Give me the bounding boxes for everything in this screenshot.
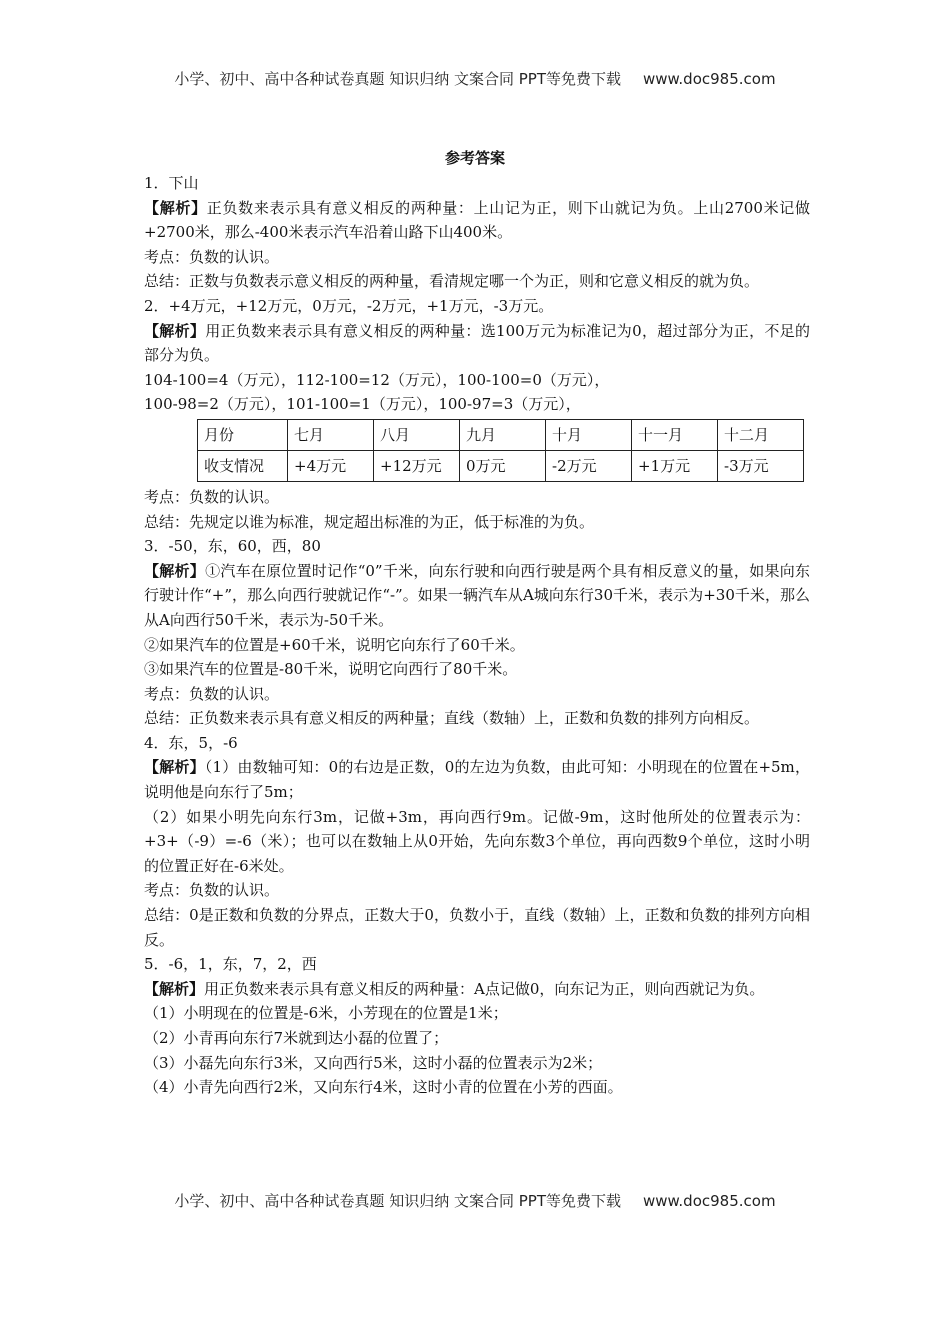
q3-line-3: ③如果汽车的位置是-80千米，说明它向西行了80千米。 <box>144 660 518 679</box>
page-title: 参考答案 <box>444 149 505 167</box>
q5-answer: 5．-6，1，东，7，2，西 <box>144 955 317 974</box>
header-site-link[interactable]: www.doc985.com <box>642 70 776 88</box>
header-text: 小学、初中、高中各种试卷真题 知识归纳 文案合同 PPT等免费下载 <box>174 70 621 88</box>
q4-summary: 总结：0是正数和负数的分界点，正数大于0，负数小于，直线（数轴）上，正数和负数的排列方向相反。 <box>144 906 810 949</box>
page-header <box>0 68 950 89</box>
q5-part-1: （1）小明现在的位置是-6米，小芳现在的位置是1米； <box>144 1004 508 1023</box>
income-table <box>197 419 804 482</box>
q5-part-4: （4）小青先向西行2米，又向东行4米，这时小青的位置在小芳的西面。 <box>144 1078 623 1097</box>
analysis-label: 【解析】 <box>144 198 207 217</box>
q5-part-3: （3）小磊先向东行3米，又向西行5米，这时小磊的位置表示为2米； <box>144 1053 603 1072</box>
q1-point: 考点：负数的认识。 <box>144 247 280 266</box>
page-footer <box>0 1190 950 1211</box>
q4-analysis: 【解析】（1）由数轴可知：0的右边是正数，0的左边为负数，由此可知：小明现在的位置在+5m，说明他是向东行了5m； <box>144 758 810 802</box>
q5-analysis: 【解析】用正负数来表示具有意义相反的两种量：A点记做0，向东记为正，则向西就记为负。 <box>144 979 765 998</box>
analysis-label: 【解析】 <box>144 979 205 998</box>
q2-calc-1: 104-100=4（万元），112-100=12（万元），100-100=0（万元）， <box>144 370 610 389</box>
table-row <box>198 450 804 481</box>
q2-analysis: 【解析】用正负数来表示具有意义相反的两种量：选100万元为标准记为0，超过部分为正，不足的部分为负。 <box>144 321 810 365</box>
q3-analysis: 【解析】①汽车在原位置时记作“0”千米，向东行驶和向西行驶是两个具有相反意义的量，如果向东行驶计作“+”，那么向西行驶就记作“-”。如果一辆汽车从A城向东行30千米，表示为+30千米，那么从A向西行50千米，表示为-50千米。 <box>144 561 810 629</box>
answer-body <box>144 171 810 1100</box>
q2-answer: 2．+4万元，+12万元，0万元，-2万元，+1万元，-3万元。 <box>144 296 554 315</box>
table-cell: 月份 <box>198 419 288 450</box>
q4-part-2: （2）如果小明先向东行3m，记做+3m，再向西行9m。记做-9m，这时他所处的位置表示为：+3+（-9）=-6（米）；也可以在数轴上从0开始，先向东数3个单位，再向西数9个单位，这时小明的位置正好在-6米处。 <box>144 807 810 875</box>
table-cell: 0万元 <box>460 450 546 481</box>
q2-point: 考点：负数的认识。 <box>144 487 280 506</box>
q5-part-2: （2）小青再向东行7米就到达小磊的位置了； <box>144 1029 449 1047</box>
analysis-label: 【解析】 <box>144 561 206 580</box>
q3-summary: 总结：正负数来表示具有意义相反的两种量；直线（数轴）上，正数和负数的排列方向相反。 <box>144 709 760 728</box>
footer-site-link[interactable]: www.doc985.com <box>642 1192 776 1210</box>
table-header-row <box>198 419 804 450</box>
q2-summary: 总结：先规定以谁为标准，规定超出标准的为正，低于标准的为负。 <box>144 512 595 531</box>
footer-text: 小学、初中、高中各种试卷真题 知识归纳 文案合同 PPT等免费下载 <box>174 1192 621 1210</box>
table-cell: -2万元 <box>546 450 632 481</box>
table-cell: 九月 <box>460 419 546 450</box>
table-cell: 七月 <box>288 419 374 450</box>
q3-line-2: ②如果汽车的位置是+60千米，说明它向东行了60千米。 <box>144 635 525 654</box>
table-cell: +1万元 <box>632 450 718 481</box>
table-cell: +12万元 <box>374 450 460 481</box>
table-cell: 收支情况 <box>198 450 288 481</box>
table-cell: +4万元 <box>288 450 374 481</box>
q3-point: 考点：负数的认识。 <box>144 684 280 703</box>
q4-answer: 4．东，5，-6 <box>144 733 238 752</box>
analysis-label: 【解析】 <box>144 758 205 777</box>
table-cell: 十一月 <box>632 419 718 450</box>
q1-analysis: 【解析】正负数来表示具有意义相反的两种量：上山记为正，则下山就记为负。上山2700米记做+2700米，那么-400米表示汽车沿着山路下山400米。 <box>144 198 810 242</box>
table-cell: -3万元 <box>718 450 804 481</box>
analysis-label: 【解析】 <box>144 321 206 340</box>
q1-answer: 1．下山 <box>144 174 199 192</box>
q2-calc-2: 100-98=2（万元），101-100=1（万元），100-97=3（万元）， <box>144 395 581 414</box>
q4-point: 考点：负数的认识。 <box>144 881 280 900</box>
q3-answer: 3．-50，东，60，西，80 <box>144 537 321 556</box>
table-cell: 十月 <box>546 419 632 450</box>
table-cell: 八月 <box>374 419 460 450</box>
q1-summary: 总结：正数与负数表示意义相反的两种量，看清规定哪一个为正，则和它意义相反的就为负。 <box>144 272 760 291</box>
table-cell: 十二月 <box>718 419 804 450</box>
